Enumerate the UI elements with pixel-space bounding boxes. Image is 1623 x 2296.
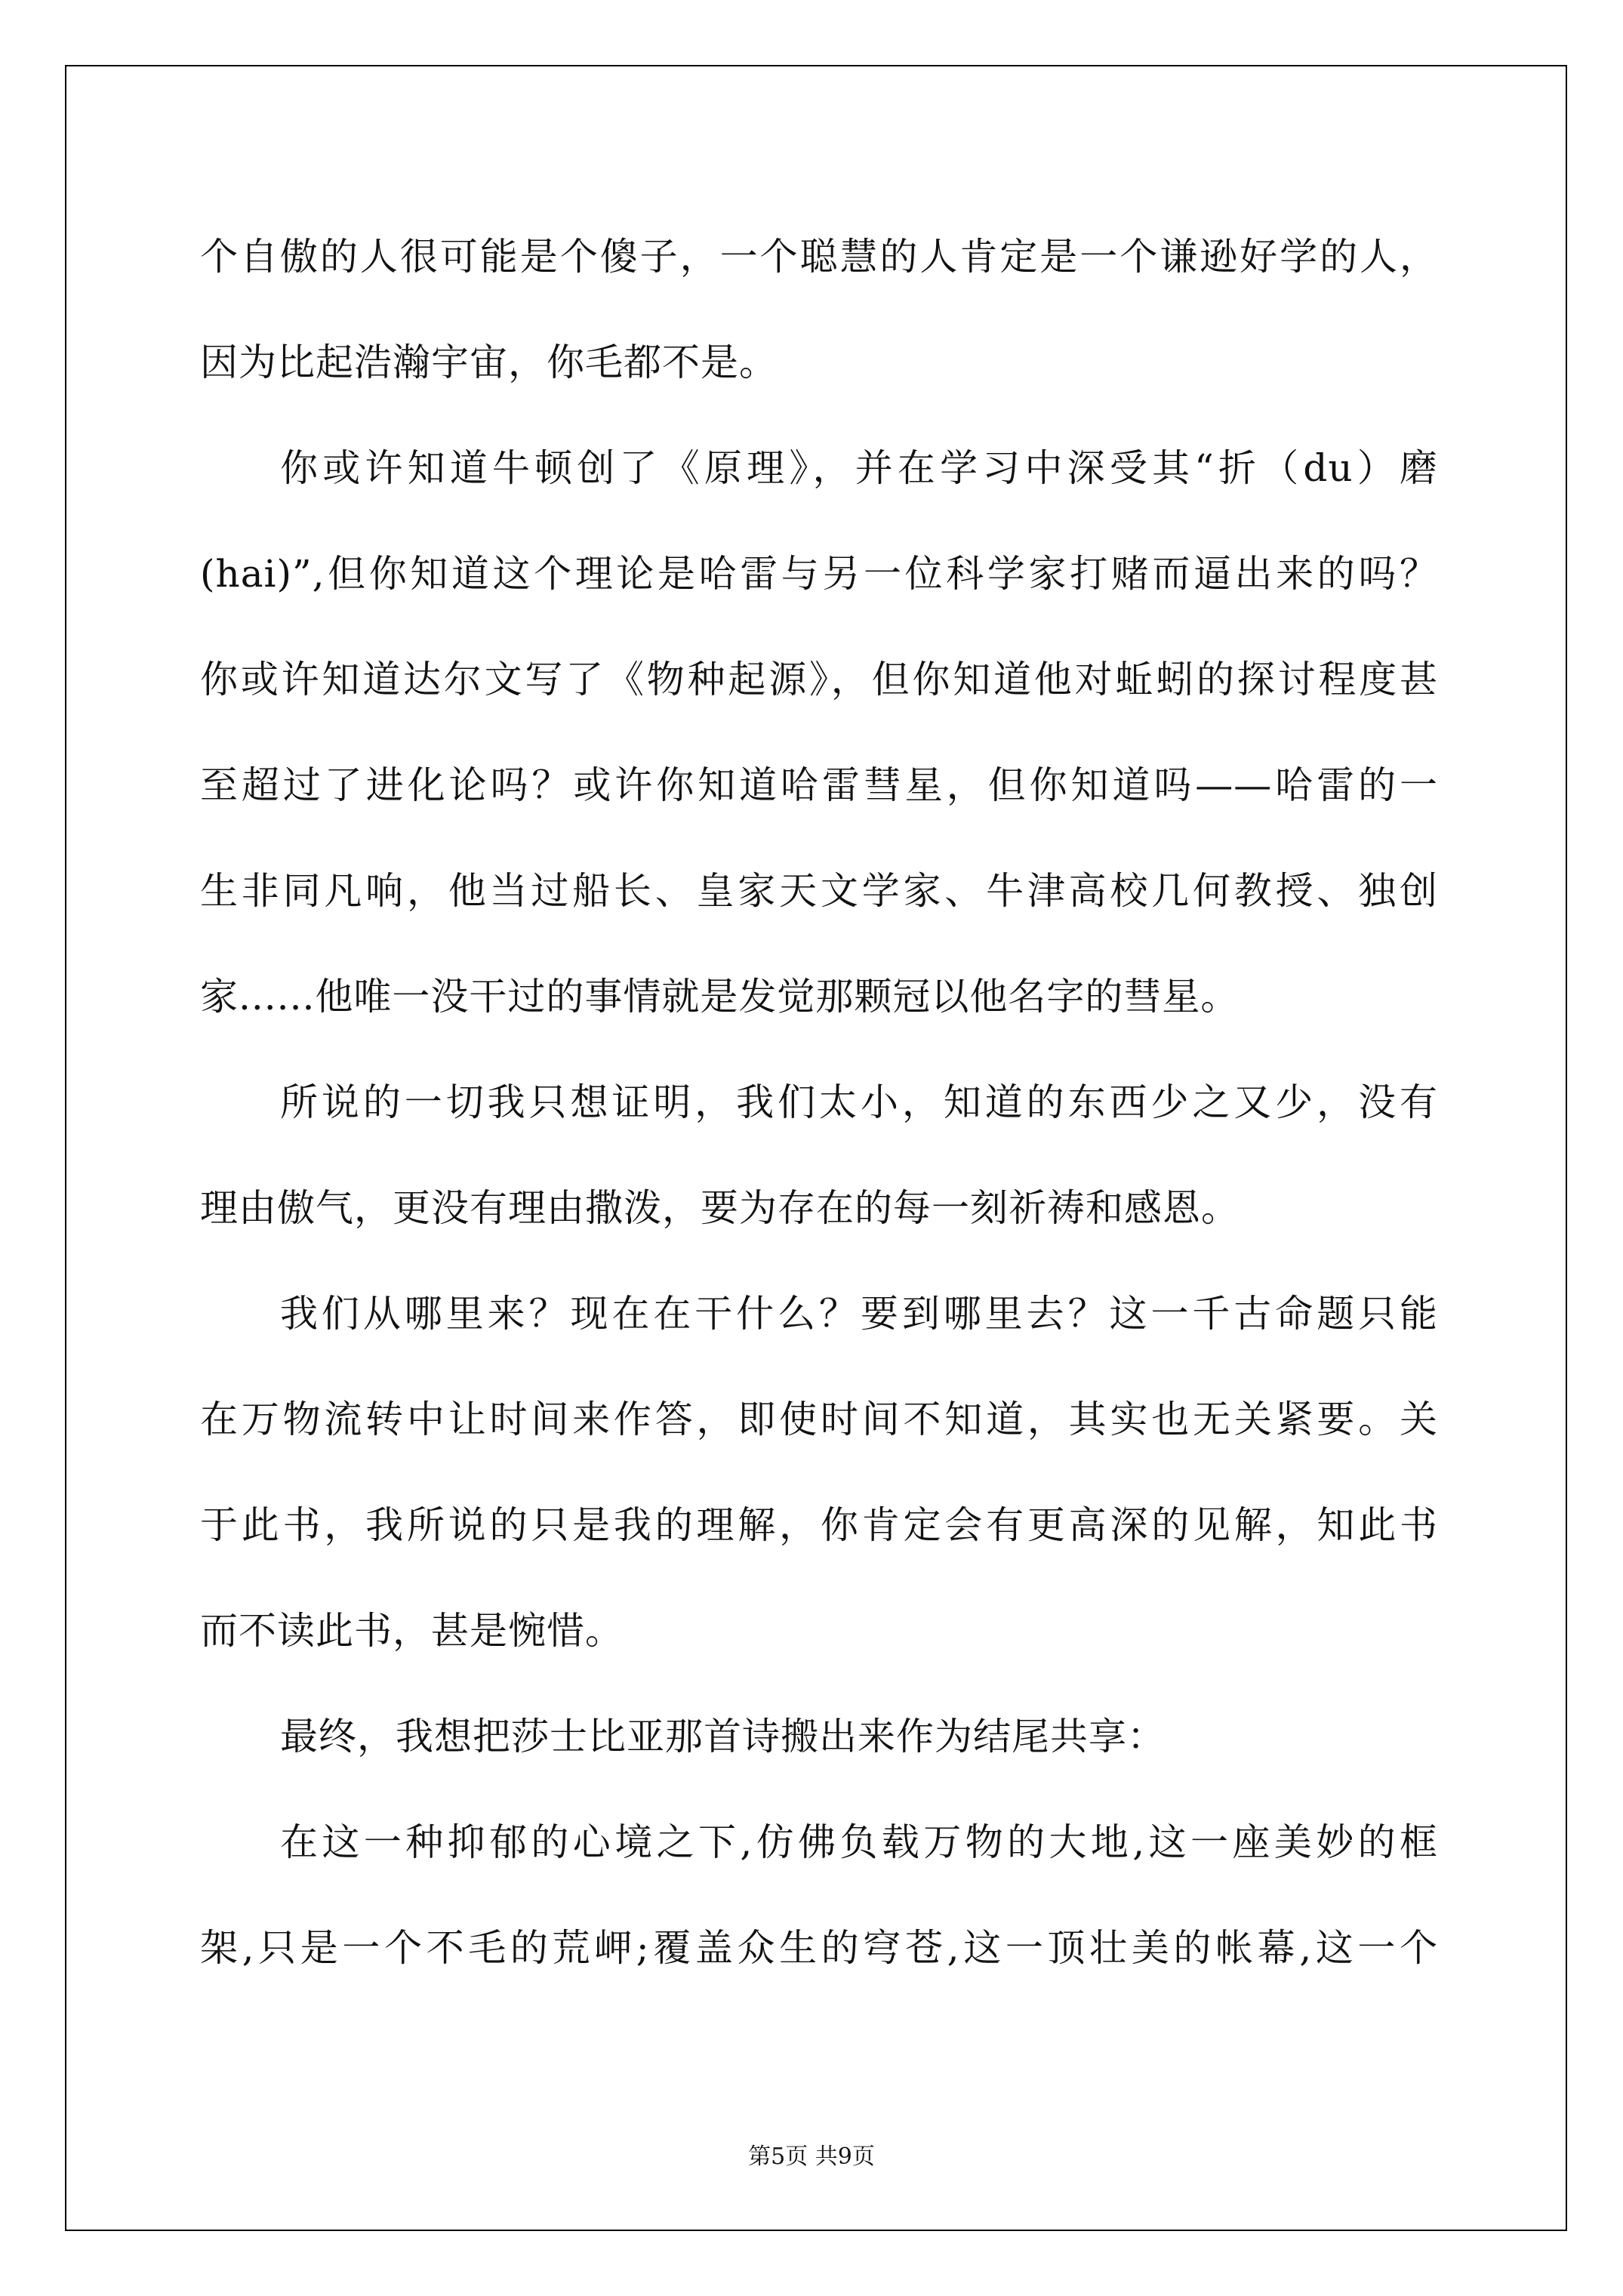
text-line: 在万物流转中让时间来作答，即使时间不知道，其实也无关紧要。关 — [200, 1398, 1438, 1441]
text-line: 在这一种抑郁的心境之下,仿佛负载万物的大地,这一座美妙的框 — [280, 1820, 1438, 1864]
text-line: 至超过了进化论吗？或许你知道哈雷彗星，但你知道吗——哈雷的一 — [200, 763, 1438, 807]
text-line: (hai)”,但你知道这个理论是哈雷与另一位科学家打赌而逼出来的吗？ — [200, 552, 1438, 596]
text-line: 生非同凡响，他当过船长、皇家天文学家、牛津高校几何教授、独创 — [200, 869, 1438, 913]
text-line: 你或许知道达尔文写了《物种起源》，但你知道他对蚯蚓的探讨程度甚 — [200, 658, 1438, 701]
text-line: 你或许知道牛顿创了《原理》，并在学习中深受其“折（du）磨 — [280, 446, 1438, 490]
page-number: 第5页 共9页 — [748, 2143, 875, 2170]
text-line: 个自傲的人很可能是个傻子，一个聪慧的人肯定是一个谦逊好学的人， — [200, 235, 1438, 279]
text-line: 所说的一切我只想证明，我们太小，知道的东西少之又少，没有 — [280, 1080, 1438, 1124]
text-line: 理由傲气，更没有理由撒泼，要为存在的每一刻祈祷和感恩。 — [200, 1186, 1240, 1230]
text-line: 最终，我想把莎士比亚那首诗搬出来作为结尾共享： — [280, 1715, 1166, 1758]
text-line: 我们从哪里来？现在在干什么？要到哪里去？这一千古命题只能 — [280, 1292, 1438, 1336]
text-line: 架,只是一个不毛的荒岬;覆盖众生的穹苍,这一顶壮美的帐幕,这一个 — [200, 1926, 1438, 1970]
text-line: 因为比起浩瀚宇宙，你毛都不是。 — [200, 341, 778, 384]
text-line: 于此书，我所说的只是我的理解，你肯定会有更高深的见解，知此书 — [200, 1503, 1438, 1547]
document-body — [200, 204, 1438, 2001]
text-line: 而不读此书，甚是惋惜。 — [200, 1609, 624, 1653]
text-line: 家......他唯一没干过的事情就是发觉那颗冠以他名字的彗星。 — [200, 975, 1240, 1019]
